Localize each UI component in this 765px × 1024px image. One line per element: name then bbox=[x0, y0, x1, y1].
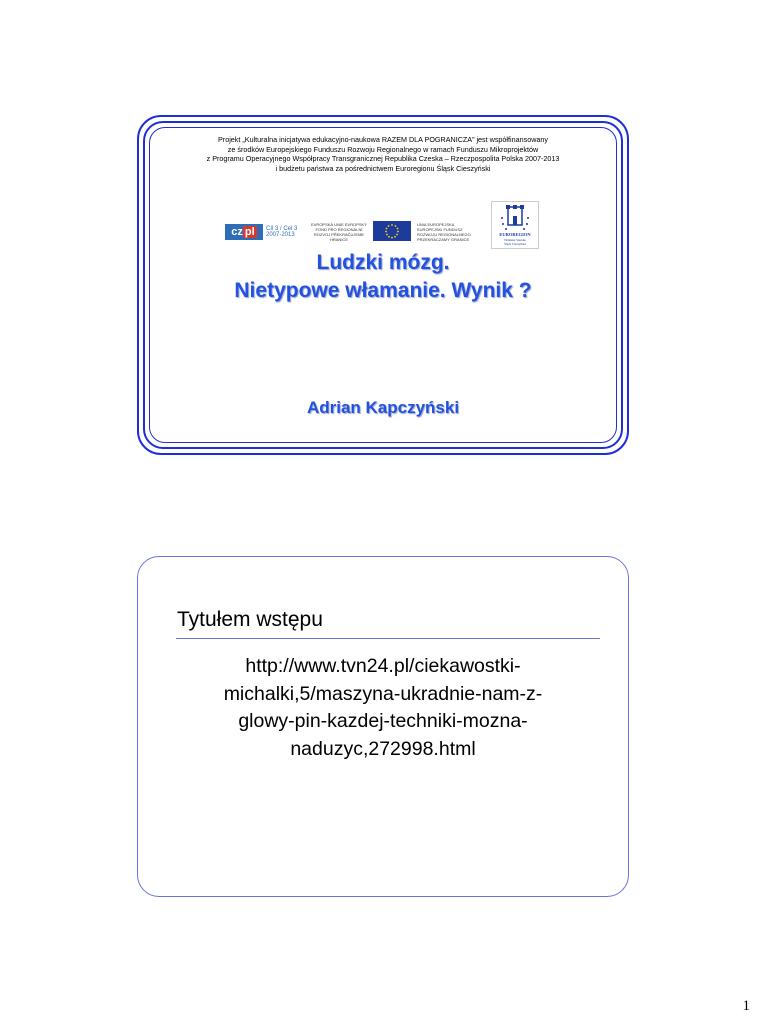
slide-1-title-line1: Ludzki mózg. bbox=[316, 251, 450, 274]
czpl-cz: cz bbox=[231, 226, 243, 238]
slide-2 bbox=[137, 556, 629, 897]
url-line: glowy-pin-kazdej-techniki-mozna- bbox=[238, 710, 528, 732]
page-number: 1 bbox=[742, 998, 750, 1014]
project-line: Projekt „Kulturalna inicjatywa edukacyjno-naukowa RAZEM DLA POGRANICZA” jest współfinansowany bbox=[218, 135, 548, 144]
project-line: z Programu Operacyjnego Współpracy Transgranicznej Republika Czeska – Rzeczpospolita Polska 2007-2013 bbox=[206, 154, 560, 164]
slide-2-title: Tytułem wstępu bbox=[177, 608, 323, 631]
slide-2-url[interactable] bbox=[168, 653, 598, 763]
svg-text:Těšínské Slezsko: Těšínské Slezsko bbox=[503, 238, 527, 242]
url-line: michalki,5/maszyna-ukradnie-nam-z- bbox=[223, 682, 543, 705]
slide-2-title-rule bbox=[176, 638, 600, 639]
euroregion-logo bbox=[491, 201, 539, 249]
euroregion-tower-icon bbox=[492, 202, 538, 248]
eu-logo bbox=[309, 219, 479, 241]
slide-1-title bbox=[139, 249, 627, 305]
project-line: i budżetu państwa za pośrednictwem Euroregionu Śląsk Cieszyński bbox=[275, 163, 491, 173]
eu-logo-text-pl: UNIA EUROPEJSKA EUROPEJSKI FUNDUSZ ROZWOJU REGIONALNEGO PRZEKRACZAMY GRANICE bbox=[417, 222, 471, 242]
logo-row bbox=[139, 207, 627, 247]
slide-1 bbox=[137, 115, 629, 455]
eu-flag-icon bbox=[373, 221, 411, 241]
author-name: Adrian Kapczyński bbox=[306, 398, 460, 417]
url-line: naduzyc,272998.html bbox=[290, 737, 476, 760]
czpl-logo bbox=[225, 223, 298, 241]
svg-text:EUROREGION: EUROREGION bbox=[499, 232, 531, 237]
czpl-cel-line1: Cíl 3 / Cel 3 bbox=[266, 225, 298, 232]
czpl-pl: pl bbox=[244, 226, 255, 238]
project-funding-text bbox=[139, 135, 627, 173]
eu-logo-text-cz: EVROPSKÁ UNIE EVROPSKÝ FOND PRO REGIONÁLNÍ ROZVOJ PŘEKRAČUJEME HRANICE bbox=[311, 222, 367, 242]
url-line: http://www.tvn24.pl/ciekawostki- bbox=[245, 655, 521, 677]
project-line: ze środków Europejskiego Funduszu Rozwoju Regionalnego w ramach Funduszu Mikroprojektów bbox=[227, 144, 539, 154]
czpl-cel-line2: 2007-2013 bbox=[266, 232, 295, 238]
czpl-cel-text bbox=[266, 226, 298, 239]
czpl-logo-mark bbox=[225, 224, 263, 240]
slide-1-title-line2: Nietypowe włamanie. Wynik ? bbox=[234, 279, 532, 302]
svg-text:Śląsk Cieszyński: Śląsk Cieszyński bbox=[504, 242, 526, 246]
